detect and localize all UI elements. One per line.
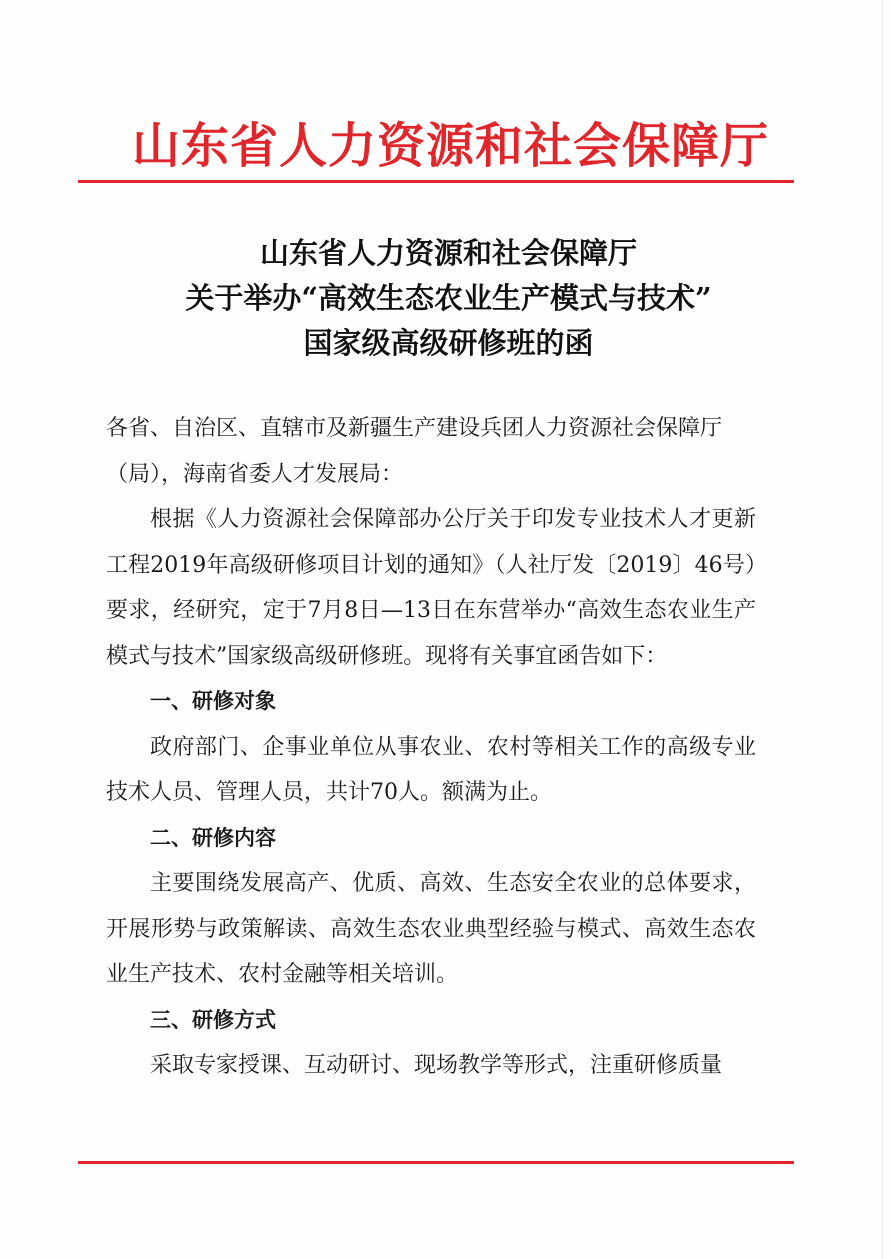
section-heading-2: 二、研修内容 (150, 825, 276, 850)
document-body (106, 406, 756, 1089)
section-text-1: 政府部门、企事业单位从事农业、农村等相关工作的高级专业技术人员、管理人员，共计70人。额满为止。 (106, 734, 756, 805)
footer-red-rule (78, 1161, 794, 1164)
section-text-3: 采取专家授课、互动研讨、现场教学等形式，注重研修质量 (150, 1053, 723, 1078)
letterhead-org-name: 山东省人力资源和社会保障厅 (131, 118, 769, 174)
section-text-2: 主要围绕发展高产、优质、高效、生态安全农业的总体要求，开展形势与政策解读、高效生态农业典型经验与模式、高效生态农业生产技术、农村金融等相关培训。 (106, 871, 756, 987)
salutation-line-2: （局），海南省委人才发展局： (106, 461, 404, 487)
title-line-3: 国家级高级研修班的函 (303, 326, 594, 360)
section-heading-1: 一、研修对象 (150, 689, 276, 713)
document-title (0, 231, 891, 366)
salutation (106, 406, 756, 497)
intro-paragraph: 根据《人力资源社会保障部办公厅关于印发专业技术人才更新工程2019年高级研修项目计划的通知》（人社厅发〔2019〕46号）要求，经研究，定于7月8日—13日在东营举办“高效生态农业生产模式与技术”国家级高级研修班。现将有关事宜函告如下： (106, 507, 756, 669)
title-line-1: 山东省人力资源和社会保障厅 (259, 236, 637, 270)
salutation-line-1: 各省、自治区、直辖市及新疆生产建设兵团人力资源社会保障厅 (106, 416, 723, 441)
title-line-2: 关于举办“高效生态农业生产模式与技术” (185, 281, 712, 315)
letterhead-red-rule (78, 180, 794, 183)
page-edge (882, 0, 883, 1259)
section-heading-3: 三、研修方式 (150, 1007, 276, 1032)
